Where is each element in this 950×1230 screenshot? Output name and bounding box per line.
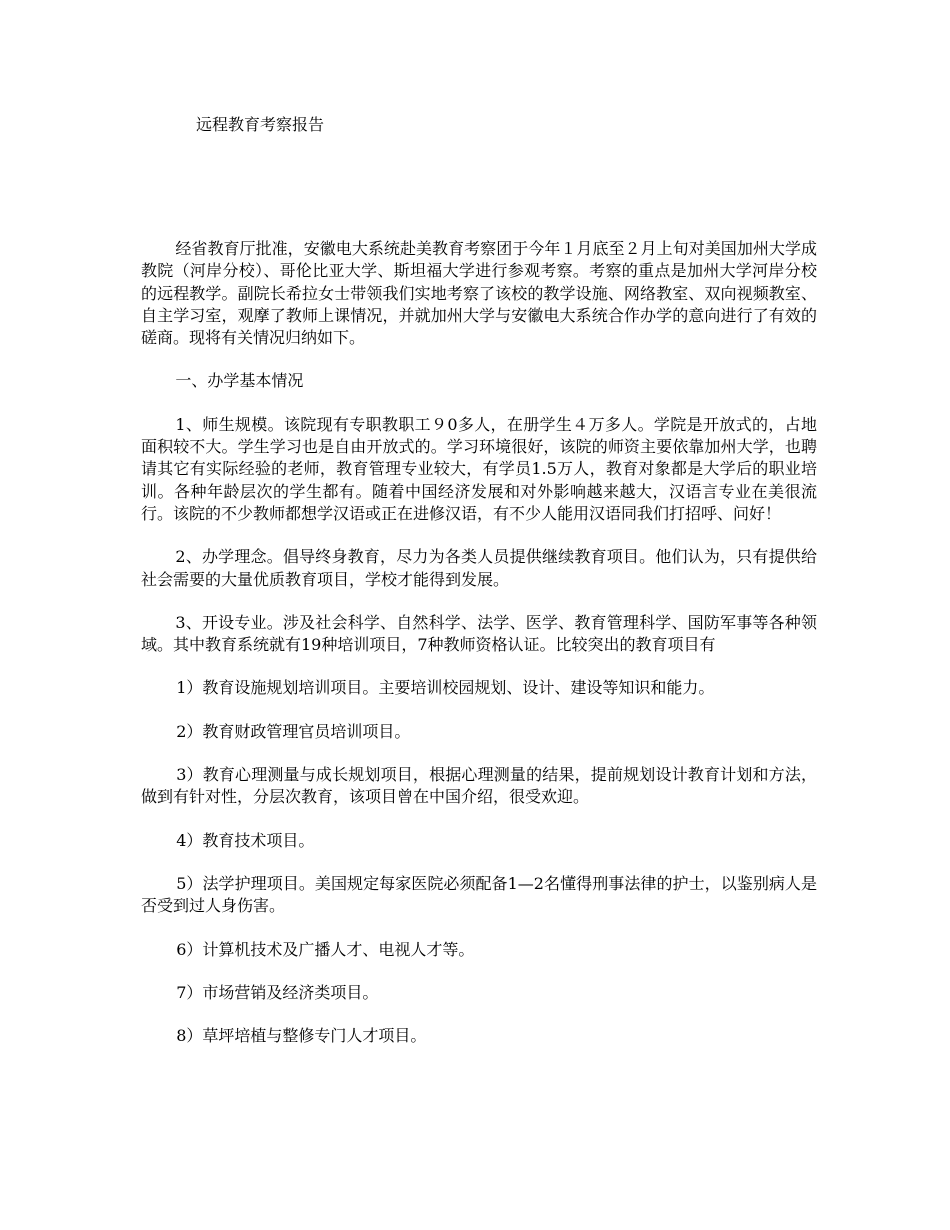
list-item-6: 6）计算机技术及广播人才、电视人才等。	[176, 939, 475, 959]
list-item-3: 3）教育心理测量与成长规划项目，根据心理测量的结果，提前规划设计教育计划和方法，做到有针对性，分层次教育，该项目曾在中国介绍，很受欢迎。	[141, 765, 817, 807]
list-item-2: 2）教育财政管理官员培训项目。	[176, 721, 411, 741]
list-item-7: 7）市场营销及经济类项目。	[176, 982, 379, 1002]
document-title: 远程教育考察报告	[196, 115, 325, 134]
paragraph-intro: 经省教育厅批准，安徽电大系统赴美教育考察团于今年１月底至２月上旬对美国加州大学成教院（河岸分校）、哥伦比亚大学、斯坦福大学进行参观考察。考察的重点是加州大学河岸分校的远程教学。副院长希拉女士带领我们实地考察了该校的教学设施、网络教室、双向视频教室、自主学习室，观摩了教师上课情况，并就加州大学与安徽电大系统合作办学的意向进行了有效的磋商。现将有关情况归纳如下。	[141, 239, 817, 348]
section-heading-basic-info: 一、办学基本情况	[175, 371, 304, 391]
paragraph-majors: 3、开设专业。涉及社会科学、自然科学、法学、医学、教育管理科学、国防军事等各种领域。其中教育系统就有19种培训项目，7种教师资格认证。比较突出的教育项目有	[141, 612, 817, 655]
list-item-4: 4）教育技术项目。	[176, 830, 315, 850]
list-item-8: 8）草坪培植与整修专门人才项目。	[176, 1026, 427, 1046]
document-body	[141, 238, 817, 1068]
list-item-5: 5）法学护理项目。美国规定每家医院必须配备1—2名懂得刑事法律的护士，以鉴别病人是否受到过人身伤害。	[141, 873, 817, 916]
list-item-1: 1）教育设施规划培训项目。主要培训校园规划、设计、建设等知识和能力。	[176, 678, 715, 698]
paragraph-philosophy: 2、办学理念。倡导终身教育，尽力为各类人员提供继续教育项目。他们认为，只有提供给社会需要的大量优质教育项目，学校才能得到发展。	[141, 547, 817, 589]
paragraph-scale: 1、师生规模。该院现有专职教职工９0多人，在册学生４万多人。学院是开放式的，占地面积较不大。学生学习也是自由开放式的。学习环境很好，该院的师资主要依靠加州大学，也聘请其它有实际经验的老师，教育管理专业较大，有学员1.5万人，教育对象都是大学后的职业培训。各种年龄层次的学生都有。随着中国经济发展和对外影响越来越大，汉语言专业在美很流行。该院的不少教师都想学汉语或正在进修汉语，有不少人能用汉语同我们打招呼、问好！	[141, 414, 817, 523]
